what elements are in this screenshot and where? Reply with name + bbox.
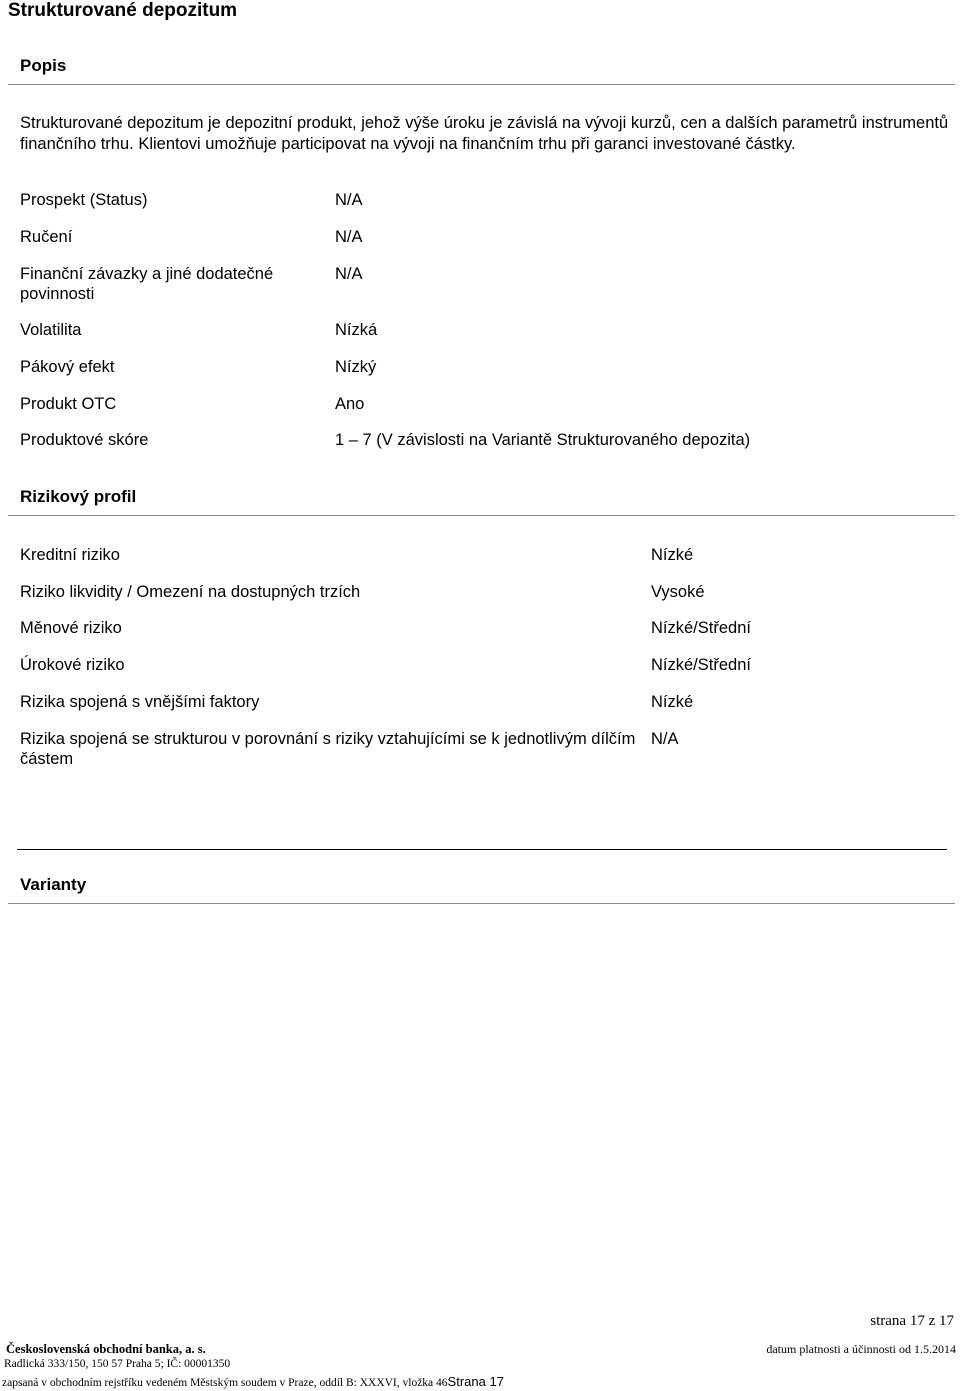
section-heading-popis: Popis [20, 56, 67, 75]
risk-label: Kreditní riziko [20, 546, 120, 564]
risk-label: Měnové riziko [20, 619, 122, 637]
risk-value: Nízké [651, 546, 694, 564]
section-heading-varianty: Varianty [20, 875, 87, 894]
validity-date: datum platnosti a účinnosti od 1.5.2014 [766, 1342, 956, 1356]
risk-value: Vysoké [651, 583, 705, 601]
attr-value: Nízká [335, 321, 378, 339]
attr-value: 1 – 7 (V závislosti na Variantě Strukturovaného depozita) [335, 431, 751, 449]
risk-label: Úrokové riziko [20, 656, 125, 674]
divider [8, 903, 955, 904]
risk-value: Nízké [651, 693, 694, 711]
attr-label: Prospekt (Status) [20, 191, 148, 209]
page-title: Strukturované depozitum [8, 0, 238, 21]
page-short: Strana 17 [447, 1374, 504, 1389]
risk-value: N/A [651, 730, 679, 748]
risk-value: Nízké/Střední [651, 619, 751, 637]
attr-value: N/A [335, 265, 363, 283]
attr-label: Produktové skóre [20, 431, 149, 449]
page-number: strana 17 z 17 [870, 1313, 954, 1329]
risk-label: Rizika spojená s vnějšími faktory [20, 693, 260, 711]
attr-value: N/A [335, 191, 363, 209]
section-heading-risk: Rizikový profil [20, 487, 137, 506]
product-description: Strukturované depozitum je depozitní produkt, jehož výše úroku je závislá na vývoji kurzů, cen a dalších parametrů instrumentů finančního trhu. Klientovi umožňuje participovat na vývoji na finančním trhu při garanci investované částky. [20, 114, 949, 153]
divider [8, 515, 955, 516]
bank-name: Československá obchodní banka, a. s. [6, 1342, 206, 1356]
attr-label: Ručení [20, 228, 73, 246]
attr-value: Ano [335, 395, 365, 413]
attr-label: Produkt OTC [20, 395, 117, 413]
attr-value: N/A [335, 228, 363, 246]
risk-label: Rizika spojená se strukturou v porovnání s riziky vztahujícími se k jednotlivým dílčím částem [20, 730, 636, 768]
divider [17, 849, 947, 850]
divider [8, 84, 955, 85]
risk-label: Riziko likvidity / Omezení na dostupných trzích [20, 583, 361, 601]
attr-label: Pákový efekt [20, 358, 115, 376]
risk-value: Nízké/Střední [651, 656, 751, 674]
attr-label: Volatilita [20, 321, 82, 339]
attr-label: Finanční závazky a jiné dodatečné povinnosti [20, 265, 274, 303]
footer-registry-line [2, 1373, 504, 1391]
bank-address: Radlická 333/150, 150 57 Praha 5; IČ: 00001350 [4, 1358, 231, 1370]
registry-text: zapsaná v obchodním rejstříku vedeném Městským soudem v Praze, oddíl B: XXXVI, vložka 46 [2, 1377, 448, 1389]
attr-value: Nízký [335, 358, 377, 376]
